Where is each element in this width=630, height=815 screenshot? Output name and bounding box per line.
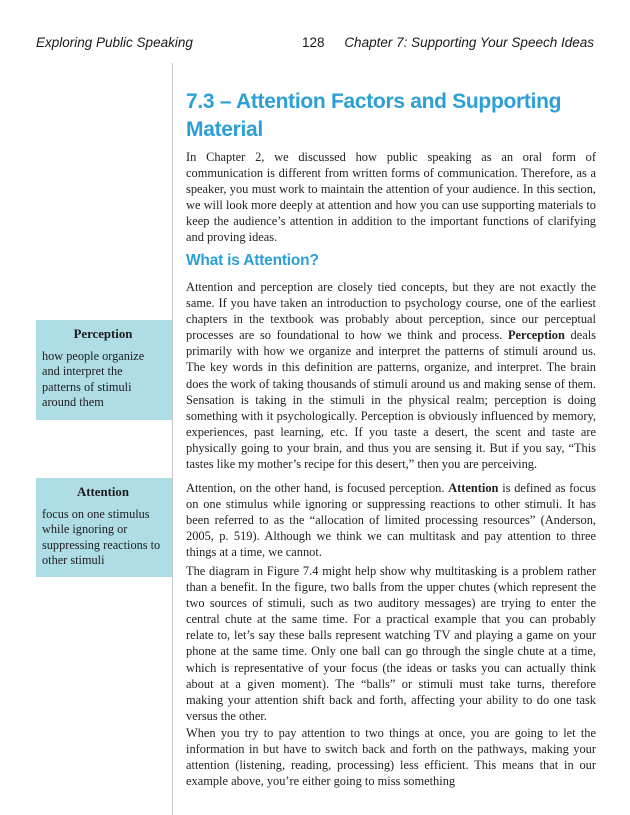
perception-paragraph-before: Attention and perception are closely tied concepts, but they are not exactly the same. If you have taken an introduction to psychology course, one of the earliest chapters in the textbook was probably about perception, since our perceptual processes are so foundational to how we think and process.: [186, 280, 596, 343]
subheading-what-is-attention: What is Attention?: [186, 252, 319, 269]
final-paragraph: When you try to pay attention to two things at once, you are going to let the information in but have to switch back and forth on the pathways, making your attention (listening, reading, processing) less efficient. This means that in our example above, you’re either going to miss something: [186, 726, 596, 789]
attention-paragraph-after: is defined as focus on one stimulus while ignoring or suppressing reactions to other stimuli. It has been referred to as the “allocation of limited processing resources” (Anderson, 2005, p. 519). Although we think we can multitask and pay attention to three things at a time, we cannot.: [186, 481, 596, 560]
sidebar-definition: how people organize and interpret the patterns of stimuli around them: [42, 349, 145, 410]
running-header: [0, 35, 630, 55]
sidebar-definition: focus on one stimulus while ignoring or suppressing reactions to other stimuli: [42, 507, 161, 568]
attention-term: Attention: [448, 481, 499, 495]
book-title: Exploring Public Speaking: [36, 35, 193, 50]
section-heading: 7.3 – Attention Factors and Supporting Material: [186, 90, 562, 141]
sidebar-term: Attention: [77, 485, 129, 499]
perception-paragraph-after: deals primarily with how we organize and interpret the patterns of stimuli around us. The key words in this definition are patterns, organize, and interpret. The brain does the work of taking thousands of stimuli around us and making sense of them. Sensation is taking in the stimuli in the physical realm; perception is doing something with it psychologically. Perception is obviously influenced by memory, experiences, past learning, etc. If you taste a desert, the scent and taste are physically going to your brain, and thus you are sensing it. But if you say, “This tastes like my mother’s recipe for this desert,” then you are perceiving.: [186, 328, 596, 472]
sidebar-definition-attention: [36, 478, 172, 577]
column-divider: [172, 63, 173, 815]
perception-paragraph: [186, 279, 596, 472]
intro-paragraph: In Chapter 2, we discussed how public speaking as an oral form of communication is different from written forms of communication. Therefore, as a speaker, you must work to maintain the attention of your audience. In this section, we will look more deeply at attention and how you can use supporting materials to keep the audience’s attention in addition to the important functions of clarifying and proving ideas.: [186, 150, 596, 245]
attention-paragraph-before: Attention, on the other hand, is focused perception.: [186, 481, 445, 495]
attention-paragraph: [186, 480, 596, 560]
sidebar-definition-perception: [36, 320, 172, 420]
sidebar-term: Perception: [73, 327, 133, 341]
perception-term: Perception: [507, 328, 565, 343]
chapter-title: Chapter 7: Supporting Your Speech Ideas: [344, 35, 594, 50]
page-number: 128: [302, 35, 325, 50]
diagram-paragraph: The diagram in Figure 7.4 might help show why multitasking is a problem rather than a benefit. In the figure, two balls from the upper chutes (which represent the two sources of stimuli, such as two auditory messages) are trying to enter the central chute at the same time. For a practical example that you can probably relate to, let’s say these balls represent watching TV and playing a game on your phone at the same time. Only one ball can go through the single chute at a time, which is representative of your focus (the ideas or tasks you can actually think about at a given moment). The “balls” or stimuli must take turns, therefore making your attention shift back and forth, affecting your ability to do one task versus the other.: [186, 564, 596, 723]
